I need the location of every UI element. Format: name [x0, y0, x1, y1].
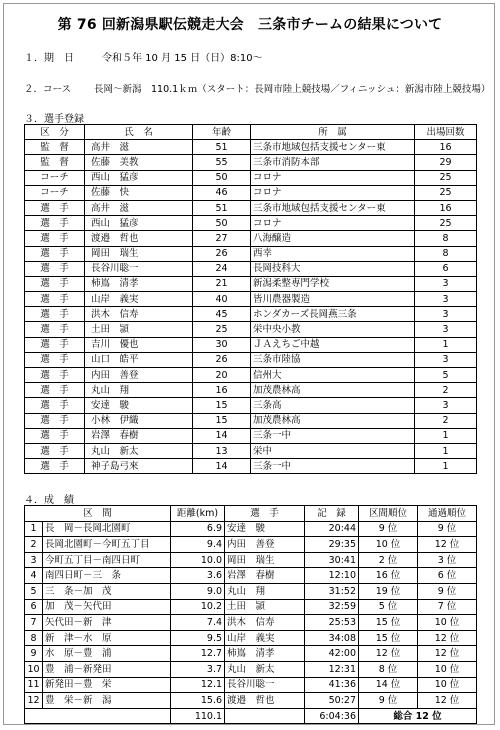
- registration-age: 45: [193, 307, 251, 322]
- results-distance: 3.7: [171, 661, 225, 677]
- registration-category: 選 手: [25, 443, 85, 458]
- registration-appearances: 29: [415, 155, 477, 170]
- results-pass-rank: 12 位: [418, 537, 477, 553]
- header-affiliation: 所 属: [251, 125, 415, 140]
- results-pass-rank: 7 位: [418, 599, 477, 615]
- results-row: [25, 583, 477, 599]
- results-distance: 3.6: [171, 568, 225, 584]
- registration-affiliation: コロナ: [251, 216, 415, 231]
- results-section: 新発田－豊 栄: [43, 677, 171, 693]
- registration-appearances: 1: [415, 428, 477, 443]
- registration-age: 25: [193, 322, 251, 337]
- registration-row: [25, 246, 477, 261]
- registration-name: 小林 伊織: [85, 413, 193, 428]
- registration-row: [25, 292, 477, 307]
- results-leg-number: 12: [25, 693, 43, 709]
- course-value: 長岡～新潟 110.1ｋｍ（スタート：長岡市陸上競技場／フィニッシュ：新潟市陸上競技場）: [94, 84, 491, 95]
- registration-appearances: 2: [415, 413, 477, 428]
- registration-affiliation: 三条市地域包括支援センター東: [251, 140, 415, 155]
- header-age: 年齢: [193, 125, 251, 140]
- registration-affiliation: 八海醸造: [251, 231, 415, 246]
- results-pass-rank: 10 位: [418, 615, 477, 631]
- registration-age: 16: [193, 383, 251, 398]
- results-section-rank: 12 位: [359, 646, 418, 662]
- results-row: [25, 693, 477, 709]
- registration-category: 選 手: [25, 413, 85, 428]
- registration-affiliation: 栄中央小教: [251, 322, 415, 337]
- registration-affiliation: コロナ: [251, 170, 415, 185]
- results-runner: 長谷川聡一: [225, 677, 305, 693]
- registration-age: 14: [193, 459, 251, 474]
- results-record: 20:44: [305, 521, 359, 537]
- results-row: [25, 521, 477, 537]
- results-leg-number: 3: [25, 552, 43, 568]
- registration-row: [25, 276, 477, 291]
- registration-category: 選 手: [25, 231, 85, 246]
- date-value: 令和５年 10 月 15 日（日）8:10～: [102, 53, 263, 64]
- results-leg-number: 4: [25, 568, 43, 584]
- header-section: 区 間: [25, 506, 171, 522]
- registration-name: 山口 皓平: [85, 352, 193, 367]
- results-runner: 山岸 義実: [225, 630, 305, 646]
- date-line: [24, 49, 263, 64]
- results-section-rank: 19 位: [359, 583, 418, 599]
- registration-affiliation: 新潟柔整専門学校: [251, 276, 415, 291]
- results-section-rank: 10 位: [359, 537, 418, 553]
- registration-appearances: 3: [415, 307, 477, 322]
- results-distance: 10.0: [171, 552, 225, 568]
- results-section-rank: 2 位: [359, 552, 418, 568]
- registration-appearances: 16: [415, 200, 477, 215]
- registration-category: 選 手: [25, 322, 85, 337]
- results-distance: 10.2: [171, 599, 225, 615]
- registration-category: 選 手: [25, 383, 85, 398]
- results-row: [25, 630, 477, 646]
- results-pass-rank: 9 位: [418, 521, 477, 537]
- registration-category: 選 手: [25, 292, 85, 307]
- document-page: [3, 3, 495, 725]
- registration-category: 選 手: [25, 428, 85, 443]
- header-runner: 選 手: [225, 506, 305, 522]
- results-row: [25, 646, 477, 662]
- results-leg-number: 11: [25, 677, 43, 693]
- results-record: 12:10: [305, 568, 359, 584]
- results-record: 30:41: [305, 552, 359, 568]
- results-leg-number: 2: [25, 537, 43, 553]
- results-section-rank: 8 位: [359, 661, 418, 677]
- results-pass-rank: 12 位: [418, 630, 477, 646]
- registration-name: 西山 猛彦: [85, 216, 193, 231]
- results-table: [24, 505, 477, 724]
- total-distance: 110.1: [171, 708, 225, 724]
- header-name: 氏 名: [85, 125, 193, 140]
- results-section: 加 茂－矢代田: [43, 599, 171, 615]
- registration-name: 高井 滋: [85, 200, 193, 215]
- results-runner: 内田 善登: [225, 537, 305, 553]
- registration-row: [25, 368, 477, 383]
- registration-category: 選 手: [25, 352, 85, 367]
- registration-name: 長谷川聡一: [85, 261, 193, 276]
- results-row: [25, 568, 477, 584]
- registration-name: 山岸 義実: [85, 292, 193, 307]
- registration-appearances: 2: [415, 383, 477, 398]
- results-pass-rank: 12 位: [418, 693, 477, 709]
- registration-appearances: 3: [415, 352, 477, 367]
- registration-age: 27: [193, 231, 251, 246]
- registration-row: [25, 185, 477, 200]
- results-record: 34:08: [305, 630, 359, 646]
- registration-affiliation: 三条一中: [251, 428, 415, 443]
- registration-age: 26: [193, 246, 251, 261]
- results-row: [25, 599, 477, 615]
- registration-affiliation: 加茂農林高: [251, 413, 415, 428]
- registration-affiliation: 三条市陸協: [251, 352, 415, 367]
- results-section: 豊 栄－新 潟: [43, 693, 171, 709]
- registration-header-row: [25, 125, 477, 140]
- results-record: 31:52: [305, 583, 359, 599]
- registration-age: 13: [193, 443, 251, 458]
- registration-appearances: 8: [415, 246, 477, 261]
- results-leg-number: 6: [25, 599, 43, 615]
- results-leg-number: 9: [25, 646, 43, 662]
- results-section: 矢代田－新 津: [43, 615, 171, 631]
- registration-name: 高井 滋: [85, 140, 193, 155]
- registration-name: 柿嶌 清孝: [85, 276, 193, 291]
- registration-appearances: 25: [415, 170, 477, 185]
- registration-age: 46: [193, 185, 251, 200]
- results-section-rank: 5 位: [359, 599, 418, 615]
- registration-appearances: 5: [415, 368, 477, 383]
- results-leg-number: 1: [25, 521, 43, 537]
- registration-row: [25, 352, 477, 367]
- results-section-rank: 15 位: [359, 615, 418, 631]
- results-distance: 6.9: [171, 521, 225, 537]
- results-record: 12:31: [305, 661, 359, 677]
- registration-category: コーチ: [25, 185, 85, 200]
- registration-row: [25, 261, 477, 276]
- results-distance: 9.4: [171, 537, 225, 553]
- registration-name: 西山 猛彦: [85, 170, 193, 185]
- registration-row: [25, 231, 477, 246]
- results-pass-rank: 10 位: [418, 661, 477, 677]
- registration-row: [25, 200, 477, 215]
- registration-age: 30: [193, 337, 251, 352]
- total-overall-rank: 総合 12 位: [359, 708, 477, 724]
- registration-row: [25, 307, 477, 322]
- results-distance: 12.1: [171, 677, 225, 693]
- registration-affiliation: 皆川農器製造: [251, 292, 415, 307]
- header-pass-rank: 通過順位: [418, 506, 477, 522]
- registration-row: [25, 459, 477, 474]
- registration-name: 佐藤 快: [85, 185, 193, 200]
- header-appearances: 出場回数: [415, 125, 477, 140]
- registration-row: [25, 322, 477, 337]
- header-record: 記 録: [305, 506, 359, 522]
- results-section: 長 岡－長岡北園町: [43, 521, 171, 537]
- registration-category: 監 督: [25, 155, 85, 170]
- header-category: 区 分: [25, 125, 85, 140]
- results-leg-number: 10: [25, 661, 43, 677]
- results-distance: 9.0: [171, 583, 225, 599]
- registration-row: [25, 216, 477, 231]
- registration-affiliation: 三条一中: [251, 459, 415, 474]
- registration-age: 20: [193, 368, 251, 383]
- registration-affiliation: 信州大: [251, 368, 415, 383]
- registration-age: 50: [193, 170, 251, 185]
- results-section: 長岡北園町－今町五丁目: [43, 537, 171, 553]
- registration-category: 選 手: [25, 276, 85, 291]
- registration-heading: ３．選手登録: [24, 114, 84, 125]
- results-runner: 岡田 瑞生: [225, 552, 305, 568]
- registration-name: 洪木 信寿: [85, 307, 193, 322]
- registration-age: 15: [193, 413, 251, 428]
- results-record: 32:59: [305, 599, 359, 615]
- registration-appearances: 3: [415, 276, 477, 291]
- registration-category: 選 手: [25, 307, 85, 322]
- registration-affiliation: 三条高: [251, 398, 415, 413]
- registration-row: [25, 170, 477, 185]
- results-distance: 7.4: [171, 615, 225, 631]
- course-label: ２．コース: [24, 84, 72, 95]
- registration-appearances: 3: [415, 322, 477, 337]
- registration-name: 安達 駿: [85, 398, 193, 413]
- registration-appearances: 1: [415, 443, 477, 458]
- registration-row: [25, 428, 477, 443]
- results-record: 50:27: [305, 693, 359, 709]
- registration-category: 選 手: [25, 200, 85, 215]
- registration-affiliation: ホンダカーズ長岡燕三条: [251, 307, 415, 322]
- results-section: 水 原－豊 浦: [43, 646, 171, 662]
- registration-appearances: 1: [415, 337, 477, 352]
- registration-name: 神子島弓來: [85, 459, 193, 474]
- results-leg-number: 5: [25, 583, 43, 599]
- registration-row: [25, 443, 477, 458]
- results-section: 南四日町－三 条: [43, 568, 171, 584]
- registration-age: 14: [193, 428, 251, 443]
- results-runner: 岩澤 春樹: [225, 568, 305, 584]
- registration-name: 岡田 瑞生: [85, 246, 193, 261]
- registration-appearances: 25: [415, 216, 477, 231]
- registration-age: 21: [193, 276, 251, 291]
- registration-appearances: 3: [415, 398, 477, 413]
- registration-affiliation: 三条市地域包括支援センター東: [251, 200, 415, 215]
- registration-category: 選 手: [25, 246, 85, 261]
- results-section-rank: 14 位: [359, 677, 418, 693]
- results-pass-rank: 9 位: [418, 583, 477, 599]
- registration-row: [25, 337, 477, 352]
- results-total-row: [25, 708, 477, 724]
- registration-name: 内田 善登: [85, 368, 193, 383]
- registration-row: [25, 140, 477, 155]
- course-line: [24, 81, 490, 95]
- results-row: [25, 552, 477, 568]
- results-heading: ４．成 績: [24, 495, 74, 506]
- results-runner: 土田 頴: [225, 599, 305, 615]
- registration-name: 渡邉 哲也: [85, 231, 193, 246]
- results-runner: 丸山 翔: [225, 583, 305, 599]
- results-runner: 渡邉 哲也: [225, 693, 305, 709]
- results-section: 三 条－加 茂: [43, 583, 171, 599]
- registration-age: 26: [193, 352, 251, 367]
- results-leg-number: 7: [25, 615, 43, 631]
- results-runner: 柿嶌 清孝: [225, 646, 305, 662]
- results-section: 今町五丁目－南四日町: [43, 552, 171, 568]
- results-distance: 15.6: [171, 693, 225, 709]
- results-runner: 安達 駿: [225, 521, 305, 537]
- results-distance: 12.7: [171, 646, 225, 662]
- registration-affiliation: ＪＡえちご中越: [251, 337, 415, 352]
- results-section: 豊 浦－新発田: [43, 661, 171, 677]
- results-runner: 丸山 新太: [225, 661, 305, 677]
- registration-category: 選 手: [25, 261, 85, 276]
- results-pass-rank: 3 位: [418, 552, 477, 568]
- registration-name: 丸山 新太: [85, 443, 193, 458]
- registration-age: 55: [193, 155, 251, 170]
- registration-row: [25, 398, 477, 413]
- registration-appearances: 16: [415, 140, 477, 155]
- results-row: [25, 537, 477, 553]
- registration-table: [24, 124, 477, 474]
- registration-category: 選 手: [25, 216, 85, 231]
- registration-appearances: 6: [415, 261, 477, 276]
- results-header-row: [25, 506, 477, 522]
- results-record: 41:36: [305, 677, 359, 693]
- registration-name: 岩澤 春樹: [85, 428, 193, 443]
- total-time: 6:04:36: [305, 708, 359, 724]
- header-section-rank: 区間順位: [359, 506, 418, 522]
- registration-appearances: 25: [415, 185, 477, 200]
- registration-age: 50: [193, 216, 251, 231]
- results-record: 29:35: [305, 537, 359, 553]
- registration-category: 選 手: [25, 337, 85, 352]
- results-record: 42:00: [305, 646, 359, 662]
- registration-appearances: 1: [415, 459, 477, 474]
- results-runner: 洪木 信寿: [225, 615, 305, 631]
- registration-affiliation: コロナ: [251, 185, 415, 200]
- results-distance: 9.5: [171, 630, 225, 646]
- registration-affiliation: 三条市消防本部: [251, 155, 415, 170]
- registration-affiliation: 加茂農林高: [251, 383, 415, 398]
- registration-row: [25, 413, 477, 428]
- results-row: [25, 615, 477, 631]
- registration-age: 40: [193, 292, 251, 307]
- results-pass-rank: 12 位: [418, 646, 477, 662]
- registration-affiliation: 長岡技科大: [251, 261, 415, 276]
- registration-affiliation: 西幸: [251, 246, 415, 261]
- results-section-rank: 9 位: [359, 521, 418, 537]
- registration-name: 吉川 優也: [85, 337, 193, 352]
- results-section-rank: 9 位: [359, 693, 418, 709]
- registration-row: [25, 383, 477, 398]
- date-label: １．期 日: [24, 53, 74, 64]
- results-section: 新 津－水 原: [43, 630, 171, 646]
- registration-name: 佐藤 美教: [85, 155, 193, 170]
- results-section-rank: 16 位: [359, 568, 418, 584]
- header-distance: 距離(km): [171, 506, 225, 522]
- registration-age: 15: [193, 398, 251, 413]
- registration-name: 土田 頴: [85, 322, 193, 337]
- results-section-rank: 15 位: [359, 630, 418, 646]
- registration-category: コーチ: [25, 170, 85, 185]
- registration-affiliation: 栄中: [251, 443, 415, 458]
- registration-category: 選 手: [25, 368, 85, 383]
- registration-name: 丸山 翔: [85, 383, 193, 398]
- results-row: [25, 661, 477, 677]
- document-title: 第 76 回新潟県駅伝競走大会 三条市チームの結果について: [57, 17, 443, 33]
- results-pass-rank: 10 位: [418, 677, 477, 693]
- results-record: 25:53: [305, 615, 359, 631]
- results-row: [25, 677, 477, 693]
- registration-category: 選 手: [25, 459, 85, 474]
- registration-age: 51: [193, 140, 251, 155]
- registration-age: 51: [193, 200, 251, 215]
- results-leg-number: 8: [25, 630, 43, 646]
- results-pass-rank: 6 位: [418, 568, 477, 584]
- registration-appearances: 8: [415, 231, 477, 246]
- registration-row: [25, 155, 477, 170]
- registration-category: 選 手: [25, 398, 85, 413]
- registration-category: 監 督: [25, 140, 85, 155]
- registration-age: 24: [193, 261, 251, 276]
- registration-appearances: 3: [415, 292, 477, 307]
